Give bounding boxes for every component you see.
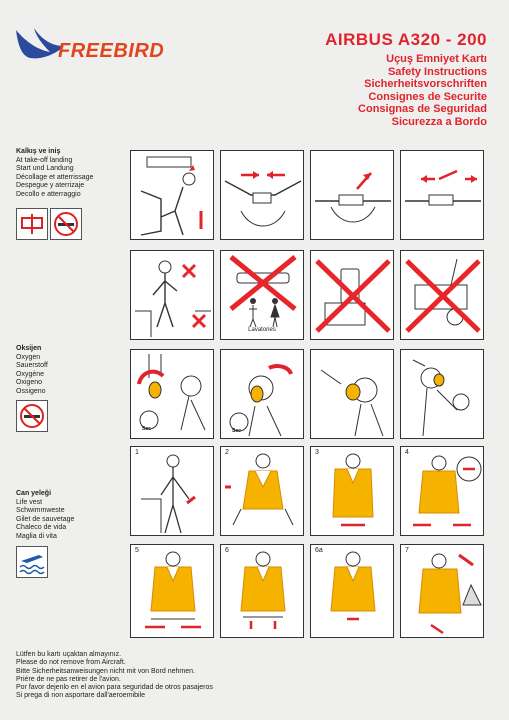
footer-line: Bitte Sicherheitsanweisungen nicht mit von Bord nehmen. [16,667,195,675]
panel-vest-step-2 [220,446,304,536]
section-lifevest-label: Can yeleği Life vest Schwimmweste Gilet de sauvetage Chaleco de vida Maglia di vita [16,490,75,540]
step-number: 6 [225,547,229,554]
footer-line: Si prega di non asportare dall'aeroemibile [16,692,145,700]
title-line: Sicurezza a Bordo [391,115,487,128]
section-takeoff-label: Kalkış ve iniş At take-off landing Start und Landung Décollage et atterrissage Despegue y aterrizaje Decollo e atterraggio [16,148,94,198]
footer-notice [16,651,213,701]
footer-line: Por favor dejenlo en el avion para seguridad de otros pasajeros [16,684,213,692]
panel-no-smoking-lavatories [220,250,304,340]
seatbelt-sign-icon [16,208,48,240]
footer-line: Priére de ne pas retirer de l'avion. [16,675,121,683]
panel-vest-step-1 [130,446,214,536]
sec-label: Sec [142,426,151,432]
step-number: 7 [405,547,409,554]
step-number: 6a [315,547,323,554]
panel-oxygen-mask-drop [130,349,214,439]
panel-no-electronics-phone [310,250,394,340]
step-number: 1 [135,449,139,456]
brand-name: FREEBIRD [58,40,165,62]
panel-vest-step-6a [310,544,394,638]
ditching-icon [16,546,48,578]
step-number: 5 [135,547,139,554]
no-smoking-icon [50,208,82,240]
footer-line: Please do not remove from Aircraft. [16,659,126,667]
lavatories-label: Lavatories [248,327,276,333]
title-line: Safety Instructions [387,65,487,78]
panel-belt-release [400,150,484,240]
panel-seat-upright [130,150,214,240]
panel-no-electronics-radio [400,250,484,340]
footer-line: Lütfen bu kartı uçaktan almayınız. [16,651,122,658]
title-line: Uçuş Emniyet Kartı [386,53,487,65]
sec-label: Sec [232,428,241,434]
panel-belt-fasten [220,150,304,240]
panel-oxygen-pull [220,349,304,439]
panel-oxygen-assist-child [400,349,484,439]
title-line: Sicherheitsvorschriften [364,78,487,90]
panel-vest-step-6 [220,544,304,638]
panel-vest-step-5 [130,544,214,638]
step-number: 4 [405,449,409,456]
step-number: 2 [225,449,229,456]
title-line: Consignes de Securite [368,90,487,103]
panel-vest-step-7 [400,544,484,638]
card-header [325,30,487,128]
aircraft-model: AIRBUS A320 - 200 [325,30,487,49]
section-oxygen-label: Oksijen Oxygen Sauerstoff Oxygène Oxigeno Ossigeno [16,345,48,395]
panel-no-standing [130,250,214,340]
title-line: Consignas de Seguridad [358,103,487,115]
panel-oxygen-apply [310,349,394,439]
panel-vest-step-3 [310,446,394,536]
no-smoking-oxygen-icon [16,400,48,432]
panel-vest-step-4 [400,446,484,536]
step-number: 3 [315,449,319,456]
panel-belt-tighten [310,150,394,240]
